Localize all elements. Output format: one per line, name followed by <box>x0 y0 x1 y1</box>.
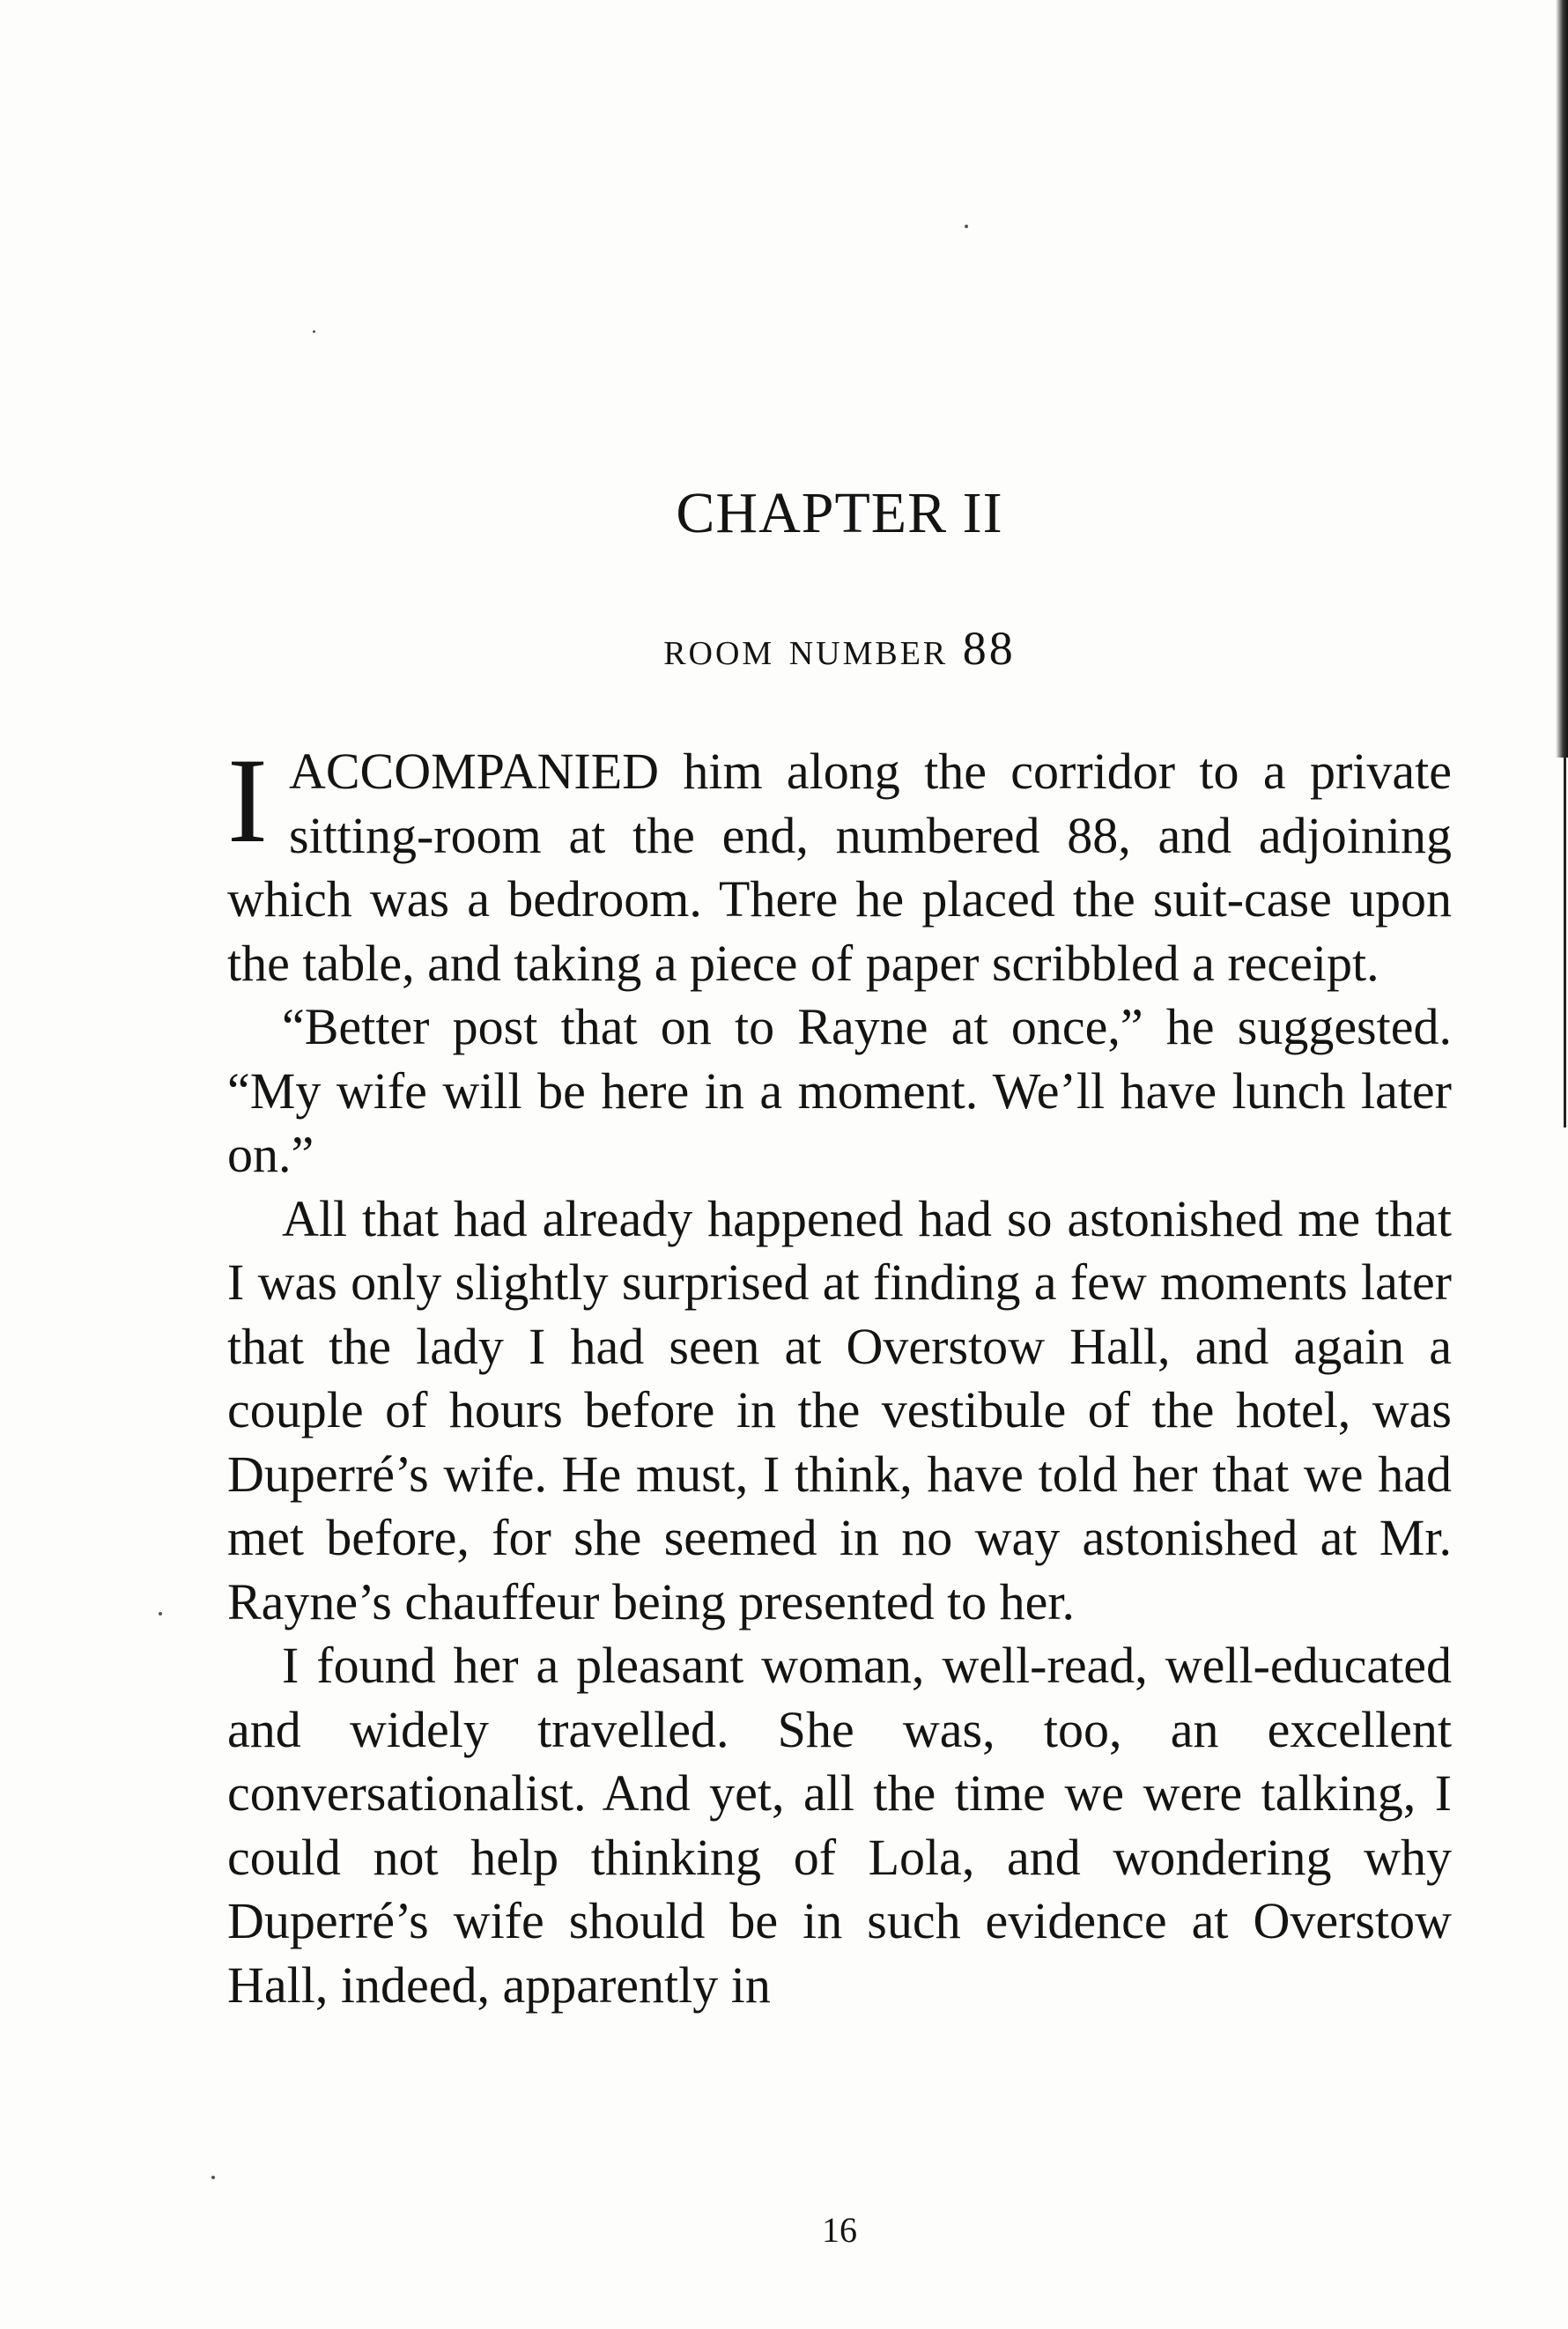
page-number: 16 <box>822 2210 857 2250</box>
lead-in-word: ACCOMPANIED <box>288 743 660 800</box>
scan-speck <box>211 2176 215 2179</box>
page-edge-line <box>1564 758 1566 1128</box>
paragraph: All that had already happened had so astonished me that I was only slightly surprised at finding a few moments later that the lady I had seen at Overstow Hall, and again a couple of hours before in the vestibule of the hotel, was Duperré’s wife. He must, I think, have told her that we had met before, for she seemed in no way astonished at Mr. Rayne’s chauffeur being presented to her. <box>227 1189 1452 1630</box>
paragraph: I found her a pleasant woman, well-read, well-educated and widely travelled. She was, too, an excellent conversationalist. And yet, all the time we were talking, I could not help thinking of Lola, and wondering why Duperré’s wife should be in such evidence at Overstow Hall, indeed, apparently in <box>227 1637 1452 2014</box>
paragraph-text: him along the corridor to a private sitting-room at the end, numbered 88, and adjoining which was a bedroom. There he placed the suit-case upon the table, and taking a piece of paper scribbled a receipt. <box>227 743 1452 992</box>
paragraph <box>227 733 1452 995</box>
book-page <box>227 0 1452 2329</box>
scan-speck <box>159 1612 162 1616</box>
chapter-subtitle: room number 88 <box>663 622 1016 675</box>
drop-cap: I <box>227 733 268 868</box>
page-edge-shadow <box>1556 0 1568 758</box>
chapter-title: CHAPTER II <box>676 481 1003 545</box>
paragraph: “Better post that on to Rayne at once,” he suggested. “My wife will be here in a moment. We’ll have lunch later on.” <box>227 998 1452 1183</box>
body-text <box>227 733 1452 2017</box>
